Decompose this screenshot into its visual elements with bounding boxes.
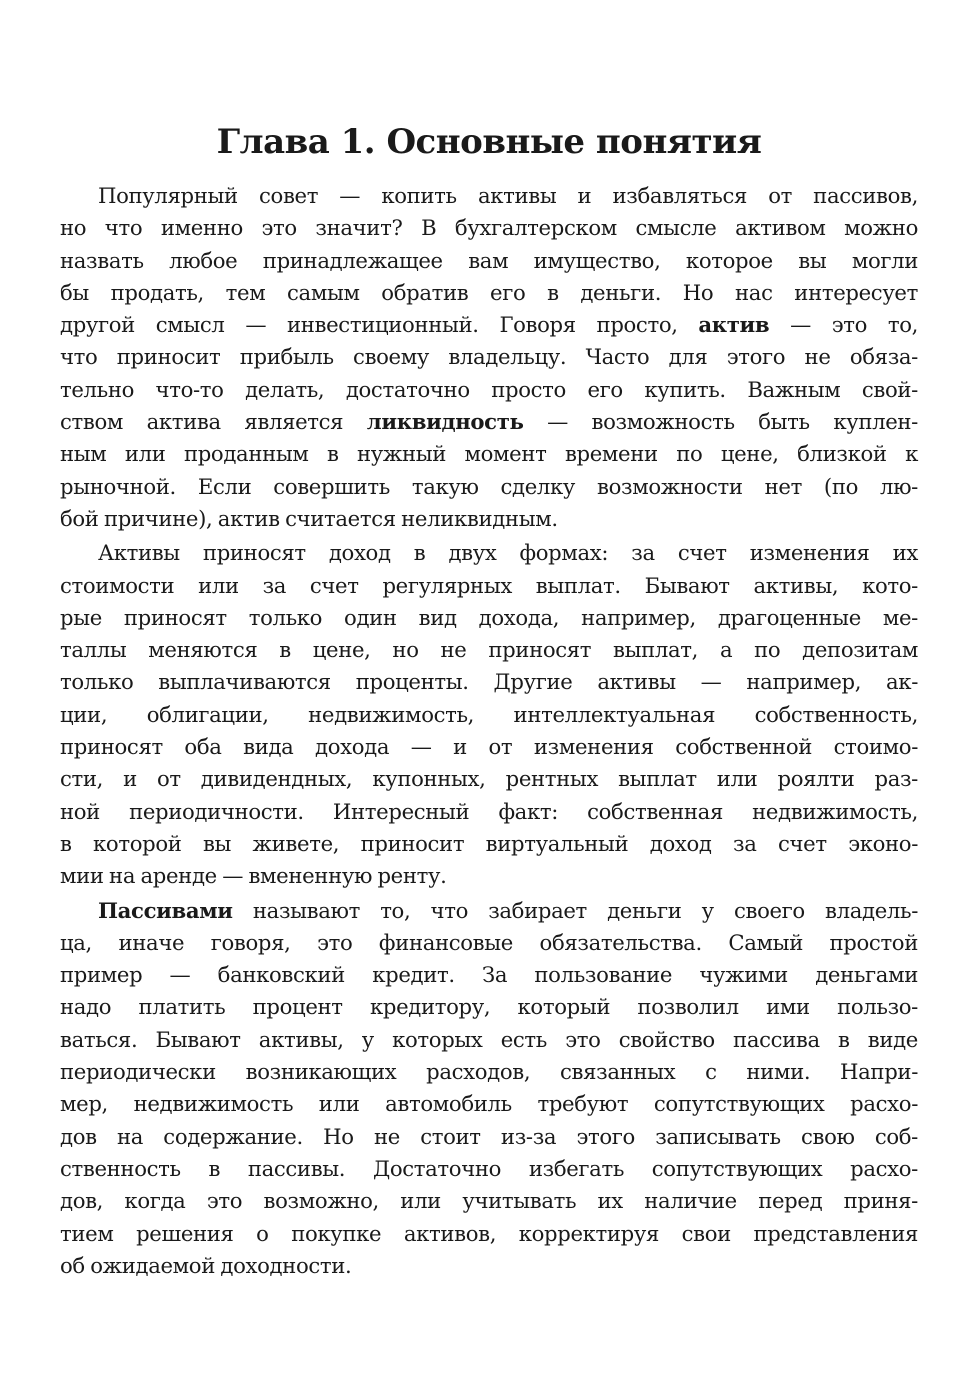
- text-line: сти, и от дивидендных, купонных, рентных выплат или роялти раз-: [60, 766, 918, 792]
- text-line: Пассивами называют то, что забирает деньги у своего владель-: [98, 897, 918, 923]
- text-line: дов на содержание. Но не стоит из-за этого записывать свою соб-: [60, 1123, 918, 1149]
- text-line: бы продать, тем самым обратив его в деньги. Но нас интересует: [60, 279, 918, 305]
- term-bold: Пассивами: [98, 897, 233, 923]
- text-line: что приносит прибыль своему владельцу. Часто для этого не обяза-: [60, 344, 918, 370]
- text-line: мер, недвижимость или автомобиль требуют сопутствующих расхо-: [60, 1091, 918, 1117]
- text-line: ца, иначе говоря, это финансовые обязательства. Самый простой: [60, 929, 918, 955]
- text-line: ственность в пассивы. Достаточно избегать сопутствующих расхо-: [60, 1155, 918, 1181]
- body-text: [60, 180, 918, 1282]
- paragraph-1: [60, 180, 918, 535]
- book-page: [60, 118, 918, 1284]
- text-line: ством актива является ликвидность — возможность быть куплен-: [60, 409, 918, 435]
- text-line: периодически возникающих расходов, связанных с ними. Напри-: [60, 1059, 918, 1085]
- text-line: в которой вы живете, приносит виртуальный доход за счет эконо-: [60, 830, 918, 856]
- text-line: ваться. Бывают активы, у которых есть это свойство пассива в виде: [60, 1026, 918, 1052]
- text-line: пример — банковский кредит. За пользование чужими деньгами: [60, 962, 918, 988]
- chapter-title: Глава 1. Основные понятия: [216, 122, 762, 162]
- text-line: рые приносят только один вид дохода, например, драгоценные ме-: [60, 604, 918, 630]
- text-line: назвать любое принадлежащее вам имущество, которое вы могли: [60, 247, 918, 273]
- text-line: Популярный совет — копить активы и избавляться от пассивов,: [98, 183, 918, 208]
- text-line: но что именно это значит? В бухгалтерском смысле активом можно: [60, 215, 918, 241]
- paragraph-2: [60, 537, 918, 892]
- text-line: ным или проданным в нужный момент времени по цене, близкой к: [60, 441, 918, 467]
- term-bold: актив: [698, 312, 770, 338]
- text-line: мии на аренде — вмененную ренту.: [60, 863, 447, 889]
- text-line: бой причине), актив считается неликвидным.: [60, 505, 558, 531]
- text-line: только выплачиваются проценты. Другие активы — например, ак-: [60, 669, 918, 695]
- text-line: ной периодичности. Интересный факт: собственная недвижимость,: [60, 798, 918, 824]
- text-line: приносят оба вида дохода — и от изменения собственной стоимо-: [60, 734, 918, 760]
- text-line: тельно что-то делать, достаточно просто его купить. Важным свой-: [60, 376, 918, 402]
- text-line: рыночной. Если совершить такую сделку возможности нет (по лю-: [60, 473, 918, 499]
- text-line: об ожидаемой доходности.: [60, 1252, 352, 1278]
- text-line: ции, облигации, недвижимость, интеллектуальная собственность,: [60, 701, 918, 727]
- text-line: таллы меняются в цене, но не приносят выплат, а по депозитам: [60, 637, 918, 663]
- paragraph-3: [60, 895, 918, 1283]
- text-line: тием решения о покупке активов, корректируя свои представления: [60, 1220, 918, 1246]
- term-bold: ликвидность: [366, 409, 524, 435]
- text-line: Активы приносят доход в двух формах: за счет изменения их: [98, 540, 918, 566]
- text-line: дов, когда это возможно, или учитывать их наличие перед приня-: [60, 1188, 918, 1214]
- text-line: надо платить процент кредитору, который позволил ими пользо-: [60, 994, 918, 1020]
- text-line: стоимости или за счет регулярных выплат. Бывают активы, кото-: [60, 572, 918, 598]
- text-line: другой смысл — инвестиционный. Говоря просто, актив — это то,: [60, 312, 918, 338]
